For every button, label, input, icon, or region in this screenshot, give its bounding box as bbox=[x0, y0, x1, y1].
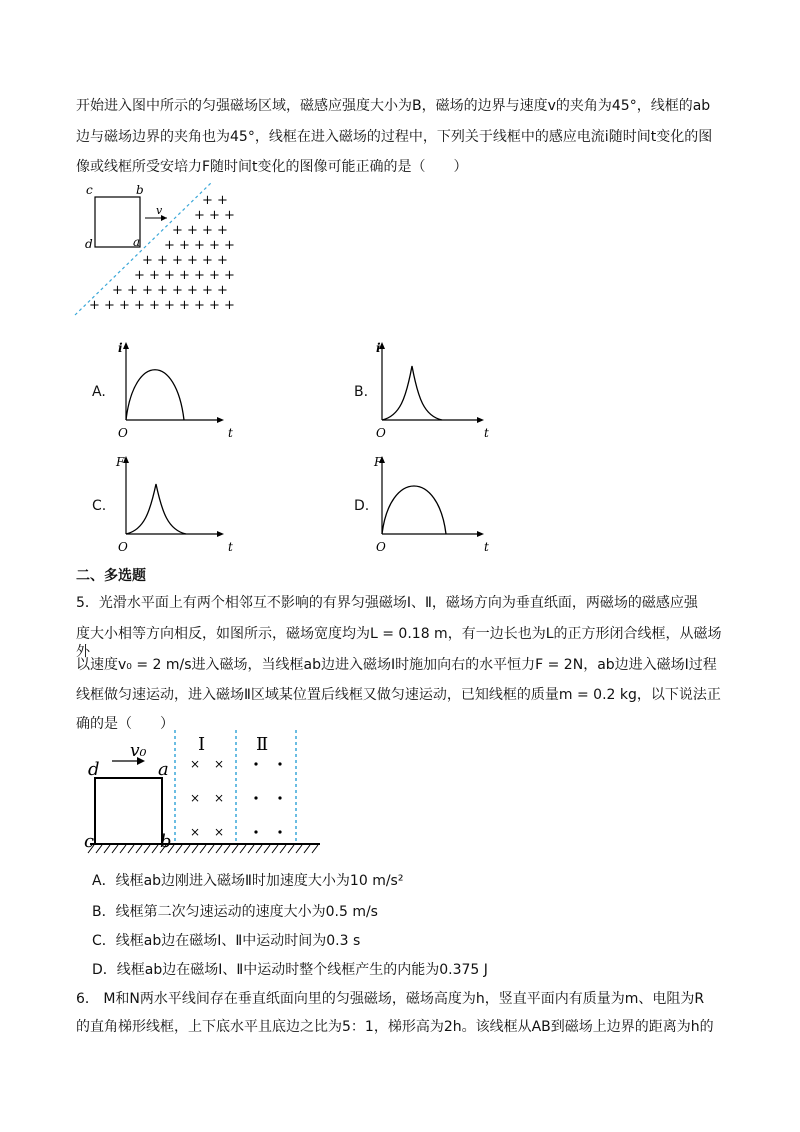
plus-mark: + bbox=[157, 253, 168, 268]
plus-mark: + bbox=[149, 268, 160, 283]
section-title: 二、多选题 bbox=[76, 568, 146, 584]
hatch-line bbox=[240, 845, 246, 853]
plus-mark: + bbox=[187, 283, 198, 298]
svg-text:×: × bbox=[190, 757, 201, 771]
plus-mark: + bbox=[179, 298, 190, 313]
q5-line-3: 以速度v₀ = 2 m/s进入磁场，当线框ab边进入磁场Ⅰ时施加向右的水平恒力F = 2N，ab边进入磁场Ⅰ过程 bbox=[76, 657, 717, 673]
plus-mark: + bbox=[142, 283, 153, 298]
plus-mark: + bbox=[202, 283, 213, 298]
hatch-line bbox=[136, 845, 142, 853]
label-a: a bbox=[133, 235, 141, 249]
hatch-line bbox=[176, 845, 182, 853]
axis-x-label: t bbox=[228, 426, 233, 440]
q6-line-2: 的直角梯形线框，上下底水平且底边之比为5：1，梯形高为2h。该线框从AB到磁场上边界的距离为h的 bbox=[76, 1019, 714, 1035]
origin-label: O bbox=[118, 426, 128, 440]
hatch-line bbox=[304, 845, 310, 853]
hatch-line bbox=[96, 845, 102, 853]
plus-mark: + bbox=[224, 298, 235, 313]
axis-y-label: F bbox=[116, 455, 125, 469]
plus-mark: + bbox=[209, 238, 220, 253]
plus-mark: + bbox=[202, 223, 213, 238]
plus-mark: + bbox=[127, 283, 138, 298]
axis-x-label: t bbox=[484, 540, 489, 554]
option-d-letter: D. bbox=[354, 498, 370, 514]
hatch-line bbox=[144, 845, 150, 853]
origin-label: O bbox=[376, 426, 386, 440]
label-a: a bbox=[158, 759, 169, 780]
origin-label: O bbox=[118, 540, 128, 554]
hatch-line bbox=[296, 845, 302, 853]
plus-mark: + bbox=[149, 298, 160, 313]
hatch-line bbox=[232, 845, 238, 853]
q5-line-5: 确的是（ ） bbox=[76, 716, 174, 732]
plus-mark: + bbox=[217, 223, 228, 238]
plus-mark: + bbox=[224, 238, 235, 253]
option-a-graph bbox=[110, 338, 250, 444]
plus-mark: + bbox=[187, 253, 198, 268]
svg-text:×: × bbox=[190, 825, 201, 839]
label-d: d bbox=[85, 237, 93, 251]
hatch-line bbox=[280, 845, 286, 853]
axis-y-label: i bbox=[376, 341, 381, 355]
q5-line-2: 度大小相等方向相反，如图所示，磁场宽度均为L = 0.18 m，有一边长也为L的正方形闭合线框，从磁场外 bbox=[76, 626, 722, 660]
plus-mark: + bbox=[112, 283, 123, 298]
hatch-line bbox=[208, 845, 214, 853]
plus-mark: + bbox=[217, 283, 228, 298]
q5-option-a: A．线框ab边刚进入磁场Ⅱ时加速度大小为10 m/s² bbox=[92, 873, 404, 889]
hatch-line bbox=[216, 845, 222, 853]
plus-mark: + bbox=[194, 238, 205, 253]
axis-x-label: t bbox=[228, 540, 233, 554]
plus-mark: + bbox=[194, 268, 205, 283]
plus-mark: + bbox=[217, 193, 228, 208]
plus-mark: + bbox=[89, 298, 100, 313]
region-1-label: Ⅰ bbox=[198, 734, 206, 755]
option-b-graph bbox=[372, 338, 512, 444]
field-into-page bbox=[190, 757, 224, 839]
plus-mark: + bbox=[187, 223, 198, 238]
svg-text:×: × bbox=[214, 825, 225, 839]
v0-label: v₀ bbox=[130, 741, 147, 761]
ground-hatch bbox=[88, 845, 318, 853]
curve-peak bbox=[382, 366, 442, 420]
plus-mark: + bbox=[224, 208, 235, 223]
q5-line-1: 5．光滑水平面上有两个相邻互不影响的有界匀强磁场Ⅰ、Ⅱ，磁场方向为垂直纸面，两磁场的磁感应强 bbox=[76, 595, 698, 611]
hatch-line bbox=[128, 845, 134, 853]
origin-label: O bbox=[376, 540, 386, 554]
plus-mark: + bbox=[194, 208, 205, 223]
plus-mark: + bbox=[142, 253, 153, 268]
hatch-line bbox=[120, 845, 126, 853]
plus-mark: + bbox=[217, 253, 228, 268]
hatch-line bbox=[264, 845, 270, 853]
hatch-line bbox=[256, 845, 262, 853]
plus-mark: + bbox=[209, 208, 220, 223]
label-c: c bbox=[84, 831, 95, 852]
hatch-line bbox=[288, 845, 294, 853]
curve-arc bbox=[126, 370, 184, 420]
hatch-line bbox=[104, 845, 110, 853]
option-b-letter: B. bbox=[354, 384, 369, 400]
axis-y-label: i bbox=[118, 341, 123, 355]
plus-mark: + bbox=[164, 238, 175, 253]
plus-mark: + bbox=[202, 253, 213, 268]
plus-mark: + bbox=[179, 238, 190, 253]
q5-option-b: B．线框第二次匀速运动的速度大小为0.5 m/s bbox=[92, 904, 378, 920]
q4-line-1: 开始进入图中所示的匀强磁场区域，磁感应强度大小为B，磁场的边界与速度v的夹角为45°，线框的ab bbox=[76, 98, 711, 114]
axis-y-label: F bbox=[374, 455, 383, 469]
axis-x-label: t bbox=[484, 426, 489, 440]
plus-mark: + bbox=[104, 298, 115, 313]
q6-line-1: 6． M和N两水平线间存在垂直纸面向里的匀强磁场，磁场高度为h，竖直平面内有质量为m、电阻为R bbox=[76, 991, 705, 1007]
label-c: c bbox=[86, 183, 93, 197]
q4-line-3: 像或线框所受安培力F随时间t变化的图像可能正确的是（ ） bbox=[76, 159, 468, 175]
field-out-of-page bbox=[254, 762, 281, 833]
option-a-letter: A. bbox=[92, 384, 106, 400]
plus-mark: + bbox=[119, 298, 130, 313]
q5-field-figure bbox=[80, 728, 330, 856]
hatch-line bbox=[312, 845, 318, 853]
hatch-line bbox=[248, 845, 254, 853]
hatch-line bbox=[184, 845, 190, 853]
curve-arc bbox=[382, 486, 446, 534]
q5-line-4: 线框做匀速运动，进入磁场Ⅱ区域某位置后线框又做匀速运动，已知线框的质量m = 0.2 kg，以下说法正 bbox=[76, 687, 721, 703]
curve-peak bbox=[126, 484, 186, 534]
option-c-graph bbox=[110, 452, 250, 558]
hatch-line bbox=[200, 845, 206, 853]
plus-mark: + bbox=[179, 268, 190, 283]
plus-mark: + bbox=[157, 283, 168, 298]
plus-mark: + bbox=[164, 298, 175, 313]
plus-mark: + bbox=[134, 268, 145, 283]
q5-option-d: D．线框ab边在磁场Ⅰ、Ⅱ中运动时整个线框产生的内能为0.375 J bbox=[92, 962, 488, 978]
square-frame bbox=[95, 778, 162, 844]
hatch-line bbox=[192, 845, 198, 853]
label-v: v bbox=[156, 204, 163, 217]
plus-mark: + bbox=[194, 298, 205, 313]
q4-line-2: 边与磁场边界的夹角也为45°，线框在进入磁场的过程中，下列关于线框中的感应电流i随时间t变化的图 bbox=[76, 129, 713, 145]
plus-mark: + bbox=[209, 298, 220, 313]
plus-mark: + bbox=[164, 268, 175, 283]
svg-text:×: × bbox=[190, 791, 201, 805]
plus-mark: + bbox=[134, 298, 145, 313]
hatch-line bbox=[224, 845, 230, 853]
q4-field-figure bbox=[70, 180, 290, 330]
plus-mark: + bbox=[224, 268, 235, 283]
region-2-label: Ⅱ bbox=[256, 734, 269, 755]
plus-mark: + bbox=[172, 223, 183, 238]
svg-text:×: × bbox=[214, 757, 225, 771]
hatch-line bbox=[112, 845, 118, 853]
plus-mark: + bbox=[209, 268, 220, 283]
q5-option-c: C．线框ab边在磁场Ⅰ、Ⅱ中运动时间为0.3 s bbox=[92, 933, 361, 949]
label-b: b bbox=[160, 831, 172, 852]
label-b: b bbox=[136, 183, 144, 197]
svg-text:×: × bbox=[214, 791, 225, 805]
option-c-letter: C. bbox=[92, 498, 107, 514]
plus-mark: + bbox=[172, 283, 183, 298]
plus-mark: + bbox=[202, 193, 213, 208]
plus-mark: + bbox=[172, 253, 183, 268]
option-d-graph bbox=[372, 452, 512, 558]
hatch-line bbox=[272, 845, 278, 853]
label-d: d bbox=[88, 759, 100, 780]
hatch-line bbox=[152, 845, 158, 853]
